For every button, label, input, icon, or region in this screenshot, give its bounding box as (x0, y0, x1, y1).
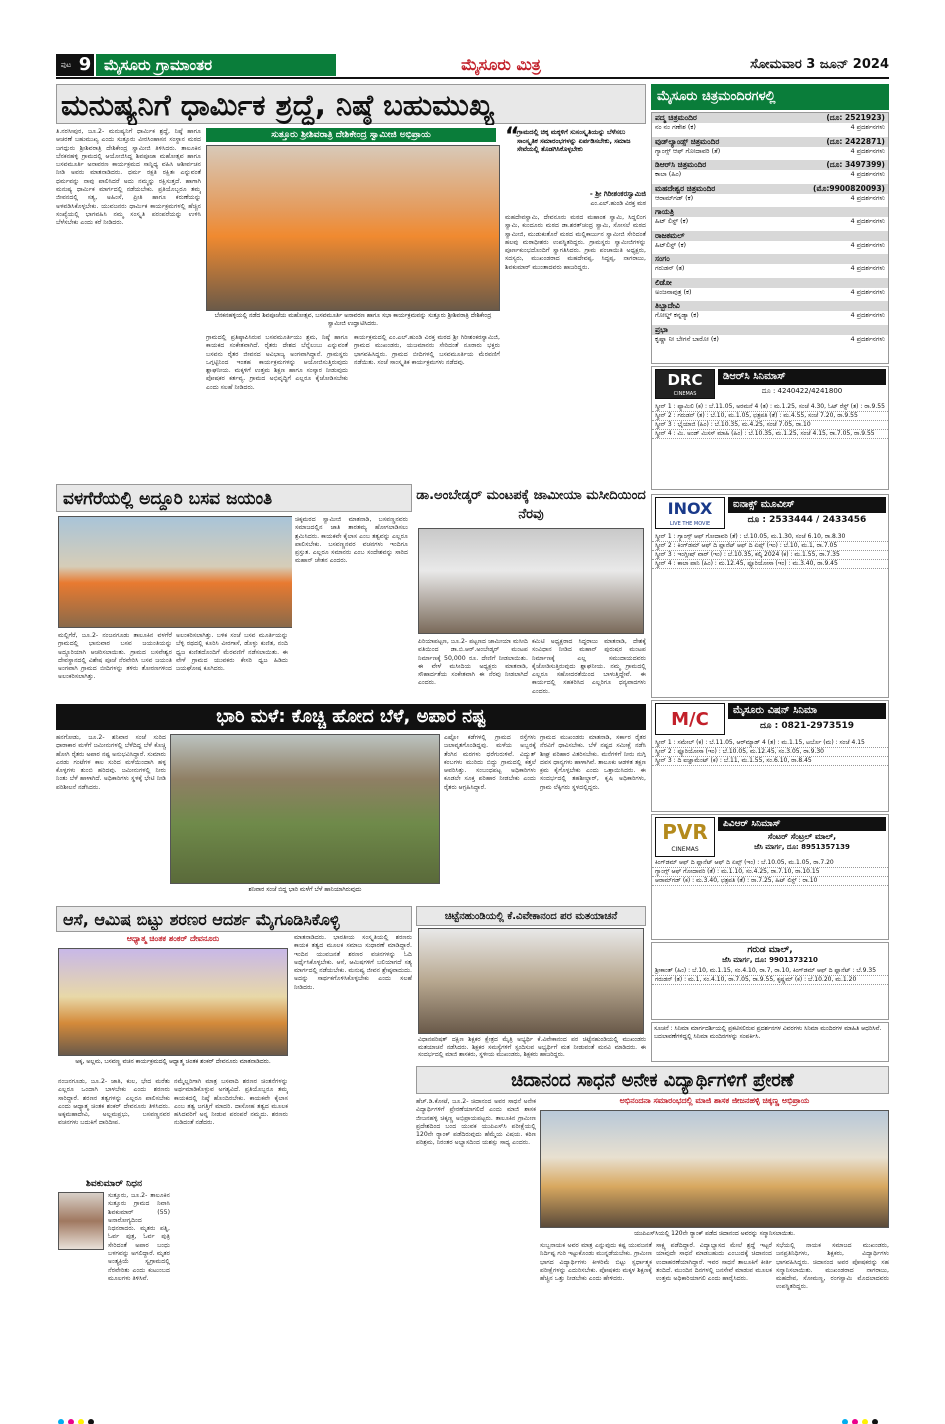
masthead-rule (56, 77, 889, 79)
hall-spacer (652, 343, 888, 348)
hall-name-text: ರಾಜಕಮಲ್ (655, 230, 685, 240)
inox-logo-sub: LIVE THE MOVIE (669, 521, 711, 527)
movie-title: ಗೋಲ್ಡ್ ಕನ್ನಡ್ಯಾ (ಕ) (655, 311, 699, 319)
page-number: 9 (76, 54, 94, 76)
obituary-title: ಶಿವಕುಮಾರ್ ನಿಧನ (86, 1179, 142, 1189)
pvr-block (651, 814, 889, 940)
rain-photo-caption: ಶನಿವಾರ ಸಂಜೆ ಬಿದ್ದ ಭಾರಿ ಮಳೆಗೆ ಬೆಳೆ ಹಾನಿಯಾಗಿರುವುದು (248, 886, 362, 893)
pvr-logo-sub: CINEMAS (671, 846, 699, 853)
showtime-row: ಶ್ರೀಕಾಂತ್ (ಹಿಂ) : ಬೆ.10, ಮ.1.15, ಸಂ.4.10, ರಾ.7, ರಾ.10, ಕಿಂಗ್‌ಡಮ್ ಆಫ್ ದಿ ಪ್ಲಾನೆಟ್ : ಬೆ.9.35 (652, 967, 888, 976)
pvr-logo-text: PVR (662, 820, 708, 844)
vivekananda-photo (418, 928, 644, 1034)
movie-title: ಆರಾಮ್‌ಗಡ್ (ಕ) (655, 193, 694, 202)
show-count: 4 ಪ್ರದರ್ಶನಗಳು (850, 123, 885, 131)
drc-logo-text: DRC (667, 371, 703, 389)
page-label: ಪುಟ (56, 54, 76, 76)
lead-col-1: ತಿ.ನರಸೀಪುರ, ಜೂ.2- ಮನುಷ್ಯನಿಗೆ ಧಾರ್ಮಿಕ ಶ್ರದ್ಧೆ, ನಿಷ್ಠೆ ಹಾಗೂ ಆಚರಣೆ ಬಹುಮುಖ್ಯ ಎಂದು ಸುತ್ತೂರು ವೀರಸಿಂಹಾಸನ ಸಂಸ್ಥಾನ ಮಠದ ಜಗದ್ಗುರು ಶ್ರೀಶಿವರಾತ್ರಿ ದೇಶಿಕೇಂದ್ರ ಸ್ವಾಮೀಜಿ ತಿಳಿಸಿದರು. ತಾಲೂಕಿನ ಬೆನಕನಹಳ್ಳಿ ಗ್ರಾಮದಲ್ಲಿ ಆಯೋಜಿಸಿದ್ದ ಶಿವಪೂಜಾ ಮಹೋತ್ಸವ ಹಾಗೂ ಬಸವಮೂರ್ತಿ ಅನಾವರಣ ಕಾರ್ಯಕ್ರಮದ ಸಾನ್ನಿಧ್ಯ ವಹಿಸಿ ಆಶೀರ್ವಚನ ನೀಡಿ ಅವರು ಮಾತನಾಡಿದರು. ಧರ್ಮ ರಕ್ಷತಿ ರಕ್ಷಿತಃ ಎನ್ನುವಂತೆ ಧರ್ಮವನ್ನು ನಾವು ಪಾಲಿಸಿದರೆ ಅದು ನಮ್ಮನ್ನು ರಕ್ಷಿಸುತ್ತದೆ. ಹಾಗಾಗಿ ಮನುಷ್ಯ ಧಾರ್ಮಿಕ ಮಾರ್ಗದಲ್ಲಿ ನಡೆಯಬೇಕು. ಪ್ರತಿಯೊಬ್ಬರೂ ತಮ್ಮ ಜೀವನದಲ್ಲಿ ಸತ್ಯ, ಅಹಿಂಸೆ, ಪ್ರೀತಿ ಹಾಗೂ ಕರುಣೆಯನ್ನು ಅಳವಡಿಸಿಕೊಳ್ಳಬೇಕು. ಯುವಜನರು ಧಾರ್ಮಿಕ ಕಾರ್ಯಕ್ರಮಗಳಲ್ಲಿ ಹೆಚ್ಚಿನ ಸಂಖ್ಯೆಯಲ್ಲಿ ಭಾಗವಹಿಸಿ ನಮ್ಮ ಸಂಸ್ಕೃತಿ ಪರಂಪರೆಯನ್ನು ಉಳಿಸಿ ಬೆಳೆಸಬೇಕು ಎಂದು ಕರೆ ನೀಡಿದರು. (56, 128, 201, 227)
cinema-hall-list (651, 112, 889, 364)
pvr-shows (652, 859, 888, 886)
inox-title: ಐನಾಕ್ಸ್ ಮೂವೀಸ್ (728, 497, 886, 513)
showtime-row: ಸ್ಕ್ರೀನ್ 3 : ಇಂಗ್ಲೀಷ್ ವಾರ್ (ಇಂ) : ಬೆ.10.35, ಕಲ್ಕಿ 2024 (ಕ) : ಮ.1.55, ರಾ.7.35 (652, 551, 888, 560)
pvr-subtitle: ಸೆಂಟರ್ ಸೆಂಟ್ರಲ್ ಮಾಲ್, (767, 832, 837, 841)
cinema-hall-movie (652, 194, 888, 203)
chidananda-headline-box (416, 1066, 889, 1094)
drc-logo (655, 369, 715, 399)
rain-headline-box (56, 704, 646, 730)
quote-author: - ಶ್ರೀ ಗಿರೀಶಂಕರಸ್ವಾಮಿಜಿ (589, 190, 646, 198)
pvr-phone: ಜೆಸಿ ಮಾರ್ಗ, ದೂ: 8951357139 (754, 843, 850, 851)
drc-block (651, 366, 889, 490)
movie-title: ಅಂಜನಾಪುತ್ರ (ಕ) (655, 287, 692, 296)
quote-mark: “ (505, 124, 520, 149)
registration-marks-left (56, 1410, 96, 1424)
section-name: ಮೈಸೂರು ಗ್ರಾಮಾಂತರ (96, 54, 336, 76)
movie-title: ಗರುಡನ್ (ತ) (655, 264, 685, 272)
lead-kicker: ಸುತ್ತೂರು ಶ್ರೀಶಿವರಾತ್ರಿ ದೇಶಿಕೇಂದ್ರ ಸ್ವಾಮೀಜಿ ಅಭಿಪ್ರಾಯ (206, 128, 496, 142)
ambedkar-col-1: ಪಿರಿಯಾಪಟ್ಟಣ, ಜೂ.2- ಪಟ್ಟಣದ ಜಾಮೀಯಾ ಮಸೀದಿ ವತಿಯಿಂದ ಡಾ.ಬಿ.ಆರ್.ಅಂಬೇಡ್ಕರ್ ಮಂಟಪ ನಿರ್ಮಾಣಕ್ಕೆ 50,000 ರೂ. ದೇಣಿಗೆ ನೀಡಲಾಯಿತು. ಈ ವೇಳೆ ಮಸೀದಿಯ ಅಧ್ಯಕ್ಷರು ಮಾತನಾಡಿ, ಸೌಹಾರ್ದತೆಯ ಸಂಕೇತವಾಗಿ ಈ ನೆರವು ನೀಡಲಾಗಿದೆ ಎಂದರು. (418, 638, 528, 687)
cinema-hall-movie (652, 311, 888, 320)
basava-col-1: ಮಲ್ಲಿಗೆರೆ, ಜೂ.2- ನಂಜನಗೂಡು ತಾಲೂಕಿನ ವಳಗೆರೆ ಗ್ರಾಮದಲ್ಲಿ ಭಾನುವಾರ ಬಸವ ಜಯಂತಿಯನ್ನು ಅದ್ದೂರಿಯಾಗಿ ಆಚರಿಸಲಾಯಿತು. ಗ್ರಾಮದ ಬಸವೇಶ್ವರ ದೇವಸ್ಥಾನದಲ್ಲಿ ವಿಶೇಷ ಪೂಜೆ ನೆರವೇರಿಸಿ ಬಸವ ಜಯಂತಿ ಅಂಗವಾಗಿ ಗ್ರಾಮದ ಬೀದಿಗಳನ್ನು ತಳಿರು ತೋರಣಗಳಿಂದ ಅಲಂಕರಿಸಲಾಗಿತ್ತು. (58, 632, 172, 681)
inox-shows (652, 533, 888, 569)
lead-headline: ಮನುಷ್ಯನಿಗೆ ಧಾರ್ಮಿಕ ಶ್ರದ್ಧೆ, ನಿಷ್ಠೆ ಬಹುಮುಖ್ಯ (61, 88, 495, 122)
hall-name-text: ಡಿಆರ್‌ಸಿ ಚಿತ್ರಮಂದಿರ (655, 160, 707, 169)
sharana-col-2: ನಮ್ಮೆಲ್ಲರಿಗಾಗಿ ಮಾತ್ರ ಬಸವಾದಿ ಶರಣರ ಚಿಂತನೆಗಳನ್ನು ಅರ್ಥಮಾಡಿಕೊಳ್ಳುವ ಅಗತ್ಯವಿದೆ. ಪ್ರತಿಯೊಬ್ಬರೂ ತಮ್ಮ ಕಾಯಕದಲ್ಲಿ ನಿಷ್ಠೆ ಹೊಂದಿರಬೇಕು. ಕಾಯಕವೇ ಕೈಲಾಸ ಎಂಬ ತತ್ವ ಜಗತ್ತಿಗೆ ಮಾದರಿ. ದಾಸೋಹ ತತ್ವದ ಮೂಲಕ ಹಸಿದವರಿಗೆ ಅನ್ನ ನೀಡುವ ಪರಂಪರೆ ನಮ್ಮದು. ಶರಣರು ನುಡಿದಂತೆ ನಡೆದರು. (174, 1078, 288, 1127)
sharana-photo-caption: ಅಕ್ಕ, ಅಲ್ಲಮ, ಬಸವಣ್ಣ ವಚನ ಕಾರ್ಯಕ್ರಮದಲ್ಲಿ ಆಧ್ಯಾತ್ಮ ಚಿಂತಕ ಶಂಕರ್ ದೇವನೂರು ಮಾತನಾಡಿದರು. (75, 1058, 271, 1065)
registration-marks-right (840, 1410, 880, 1424)
chidananda-col-4: ಸಭೆಯಲ್ಲಿ ನಾಯಕ ಸಮಾಜದ ಮುಖಂಡರು, ಜನಪ್ರತಿನಿಧಿಗಳು, ಶಿಕ್ಷಕರು, ವಿದ್ಯಾರ್ಥಿಗಳು ಭಾಗವಹಿಸಿದ್ದರು. ಚಿದಾನಂದ ಅವರ ಪೋಷಕರನ್ನು ಸಹ ಸನ್ಮಾನಿಸಲಾಯಿತು. ಮುಖಂಡರಾದ ನಾಗರಾಜು, ಮಹದೇವ, ಸೋಮಣ್ಣ, ರಂಗಸ್ವಾಮಿ ಮೊದಲಾದವರು ಉಪಸ್ಥಿತರಿದ್ದರು. (776, 1242, 889, 1291)
showtime-row: ಸ್ಕ್ರೀನ್ 2 : ಕಿಂಗ್‌ಡಮ್ ಆಫ್ ದಿ ಪ್ಲಾನೆಟ್ ಆಫ್ ದಿ ಏಪ್ಸ್ (ಇಂ) : ಬೆ.10, ಮ.1, ರಾ.7.05 (652, 542, 888, 551)
movie-title: ನಂ ನಂ ಗಣೇಶ (ಕ) (655, 123, 696, 131)
hall-name-text: ಮಹದೇಶ್ವರ ಚಿತ್ರಮಂದಿರ (655, 183, 716, 193)
show-count: 4 ಪ್ರದರ್ಶನಗಳು (850, 287, 885, 296)
showtime-row: ಗ್ಯಾಂಗ್ಸ್ ಆಫ್ ಗೋದಾವರಿ (ತೆ) : ಮ.1.10, ಸಂ.4.25, ರಾ.7.10, ರಾ.10.15 (652, 868, 888, 877)
rain-col-1: ಹನಗೋಡು, ಜೂ.2- ಶನಿವಾರ ಸಂಜೆ ಸುರಿದ ಧಾರಾಕಾರ ಮಳೆಗೆ ಜಮೀನುಗಳಲ್ಲಿ ಬೆಳೆದಿದ್ದ ಬೆಳೆ ಕೊಚ್ಚಿ ಹೋಗಿ ರೈತರು ಅಪಾರ ನಷ್ಟ ಅನುಭವಿಸಿದ್ದಾರೆ. ಸುಮಾರು ಎರಡು ಗಂಟೆಗಳ ಕಾಲ ಸುರಿದ ಮಳೆಯಿಂದಾಗಿ ಹಳ್ಳ ಕೊಳ್ಳಗಳು ತುಂಬಿ ಹರಿದವು. ಜಮೀನುಗಳಲ್ಲಿ ನೀರು ನಿಂತು ಬೆಳೆ ಹಾಳಾಗಿದೆ. ಅಧಿಕಾರಿಗಳು ಸ್ಥಳಕ್ಕೆ ಭೇಟಿ ನೀಡಿ ಪರಿಶೀಲನೆ ನಡೆಸಿದರು. (56, 734, 166, 791)
showtime-row: ಸ್ಕ್ರೀನ್ 1 : ಸಮೇಲ್ (ಕ) : ಬೆ.11.05, ಆರ್‌ಮ್ಯಾಡ್ 4 (ತ) : ಮ.1.15, ಟರ್ಬೊ (ಮ) : ಸಂಜೆ 4.15 (652, 739, 888, 748)
lead-quote: ಗ್ರಾಮದಲ್ಲಿ ಚಿಕ್ಕ ಮಕ್ಕಳಿಗೆ ಸುಸಂಸ್ಕೃತಿಯನ್ನು ಬೆಳೆಸಲು ಸಾಂಸ್ಕೃತಿಕ ಸಮಾರಂಭಗಳನ್ನು ಏರ್ಪಡಿಸಬೇಕು, ಸಮಾಜ ಸೇವೆಯಲ್ಲಿ ತೊಡಗಿಸಿಕೊಳ್ಳಬೇಕು (517, 128, 631, 153)
cinema-note: ಸೂಚನೆ : ಸಿನಿಮಾ ಮಾರ್ಗದರ್ಶಿಯಲ್ಲಿ ಪ್ರಕಟಿಸಲಿರುವ ಪ್ರದರ್ಶನಗಳ ವಿವರಗಳು ಸಿನಿಮಾ ಮಂದಿರಗಳ ಮಾಹಿತಿ ಆಧರಿಸಿವೆ. ಬದಲಾವಣೆಗಳಿದ್ದಲ್ಲಿ ಸಿನಿಮಾ ಮಂದಿರಗಳನ್ನು ಸಂಪರ್ಕಿಸಿ. (651, 1022, 889, 1062)
chidananda-col-1: ಹೆಚ್.ಡಿ.ಕೋಟೆ, ಜೂ.2- ಚಿದಾನಂದ ಅವರ ಸಾಧನೆ ಅನೇಕ ವಿದ್ಯಾರ್ಥಿಗಳಿಗೆ ಪ್ರೇರಣೆಯಾಗಲಿದೆ ಎಂದು ಮಾಜಿ ಶಾಸಕ ಜೀಜನಹಳ್ಳಿ ಚಿಕ್ಕಣ್ಣ ಅಭಿಪ್ರಾಯಪಟ್ಟರು. ತಾಲೂಕಿನ ಗ್ರಾಮೀಣ ಪ್ರದೇಶದಿಂದ ಬಂದ ಯುವಕ ಯುಪಿಎಸ್‌ಸಿ ಪರೀಕ್ಷೆಯಲ್ಲಿ 120ನೇ ರ್‍ಯಾಂಕ್ ಪಡೆದಿರುವುದು ಹೆಮ್ಮೆಯ ವಿಷಯ. ಕಠಿಣ ಪರಿಶ್ರಮ, ನಿರಂತರ ಅಭ್ಯಾಸದಿಂದ ಯಶಸ್ಸು ಸಾಧ್ಯ ಎಂದರು. (416, 1098, 536, 1147)
pvr-logo (655, 817, 715, 857)
chidananda-kicker: ಅಭಿನಂದನಾ ಸಮಾರಂಭದಲ್ಲಿ ಮಾಜಿ ಶಾಸಕ ಜೀಜನಹಳ್ಳಿ ಚಿಕ್ಕಣ್ಣ ಅಭಿಪ್ರಾಯ (619, 1096, 810, 1105)
show-count: 4 ಪ್ರದರ್ಶನಗಳು (850, 311, 885, 319)
movie-title: ಗ್ಯಾಂಗ್ಸ್ ಆಫ್ ಗೋದಾವರಿ (ತೆ) (655, 146, 721, 155)
hall-name-text: ಸಂಗಂ (655, 254, 670, 263)
inox-block (651, 494, 889, 698)
showtime-row: ಸ್ಕ್ರೀನ್ 2 : ಗರುಡನ್ (ತ) : ಬೆ.10, ಮ.1.05, ಛತ್ರಪತಿ (ತೆ) : ಮ.4.55, ಸಂಜೆ 7.20, ರಾ.9.55 (652, 412, 888, 421)
chidananda-photo (540, 1110, 889, 1228)
show-count: 4 ಪ್ರದರ್ಶನಗಳು (850, 217, 885, 225)
chidananda-col-2: ಸುಬ್ಬನಾಯಕ ಅವರ ಮಾತ್ರ ಎನ್ನುವುದು ಕಷ್ಟ ಯುವಜನತೆ ನಿರ್ದಿಷ್ಟ ಗುರಿ ಇಟ್ಟುಕೊಂಡು ಮುನ್ನಡೆಯಬೇಕು. ಗ್ರಾಮೀಣ ಭಾಗದ ವಿದ್ಯಾರ್ಥಿಗಳು ಕೀಳರಿಮೆ ಬಿಟ್ಟು ಸ್ಪರ್ಧಾತ್ಮಕ ಪರೀಕ್ಷೆಗಳನ್ನು ಎದುರಿಸಬೇಕು. ಪೋಷಕರು ಮಕ್ಕಳ ಶಿಕ್ಷಣಕ್ಕೆ ಹೆಚ್ಚಿನ ಒತ್ತು ನೀಡಬೇಕು ಎಂದು ಹೇಳಿದರು. (540, 1242, 652, 1283)
cinema-hall-movie (652, 335, 888, 344)
garuda-block (651, 942, 889, 1020)
cinema-hall-name (652, 231, 888, 241)
cinema-hall-name (652, 137, 888, 147)
lead-col-2: ಗ್ರಾಮದಲ್ಲಿ ಪ್ರತಿಷ್ಠಾಪಿಸಿರುವ ಬಸವಮೂರ್ತಿಯು ಶ್ರಮ, ನಿಷ್ಠೆ ಹಾಗೂ ಕಾಯಕದ ಸಂಕೇತವಾಗಿದೆ. ರೈತರು ದೇಶದ ಬೆನ್ನೆಲುಬು ಎನ್ನುವಂತೆ ಬಸವನು ರೈತರ ಜೀವನದ ಅವಿಭಾಜ್ಯ ಅಂಗವಾಗಿದ್ದಾನೆ. ಗ್ರಾಮಸ್ಥರು ಒಗ್ಗಟ್ಟಿನಿಂದ ಇಂತಹ ಕಾರ್ಯಕ್ರಮಗಳನ್ನು ಆಯೋಜಿಸುತ್ತಿರುವುದು ಶ್ಲಾಘನೀಯ. ಮಕ್ಕಳಿಗೆ ಉತ್ತಮ ಶಿಕ್ಷಣ ಹಾಗೂ ಸಂಸ್ಕಾರ ನೀಡುವುದು ಪೋಷಕರ ಕರ್ತವ್ಯ. ಗ್ರಾಮದ ಅಭಿವೃದ್ಧಿಗೆ ಎಲ್ಲರೂ ಕೈಜೋಡಿಸಬೇಕು ಎಂದು ಸಲಹೆ ನೀಡಿದರು. (206, 334, 348, 391)
basava-col-2: ಅಲಂಕರಿಸಲಾಗಿತ್ತು. ಬಳಿಕ ಸಂಜೆ ಬಸವ ಮೂರ್ತಿಯನ್ನು ಬೆಳ್ಳಿ ರಥದಲ್ಲಿ ಕೂರಿಸಿ ವೀರಗಾಸೆ, ಡೊಳ್ಳು ಕುಣಿತ, ನಂದಿ ಧ್ವಜ ಕುಣಿತದೊಂದಿಗೆ ಮೆರವಣಿಗೆ ನಡೆಸಲಾಯಿತು. ಈ ವೇಳೆ ಗ್ರಾಮದ ಯುವಕರು ಕೇಸರಿ ಧ್ವಜ ಹಿಡಿದು ಜಯಘೋಷ ಕೂಗಿದರು. (176, 632, 288, 673)
hall-name-text: ಗಾಯತ್ರಿ (655, 207, 675, 216)
inox-logo (655, 497, 725, 529)
ambedkar-headline: ಡಾ.ಅಂಬೇಡ್ಕರ್ ಮಂಟಪಕ್ಕೆ ಜಾಮೀಯಾ ಮಸೀದಿಯಿಂದ ನೆರವು (416, 488, 646, 522)
garuda-phone: ಜೆಸಿ ಮಾರ್ಗ, ದೂ: 9901373210 (722, 956, 818, 964)
cinema-hall-name (652, 160, 888, 170)
showtime-row: ಆರಾಮ್‌ಗಡ್ (ಕ) : ಮ.3.40, ಛತ್ರಪತಿ (ತೆ) : ರಾ.7.25, ಹಿಟ್ ಲಿಸ್ಟ್ : ರಾ.10 (652, 877, 888, 886)
hall-name-text: ತಿಬ್ಬಾದೇವಿ (655, 301, 680, 310)
date: ಸೋಮವಾರ 3 ಜೂನ್ 2024 (750, 57, 889, 72)
show-count: 4 ಪ್ರದರ್ಶನಗಳು (850, 240, 885, 249)
sharana-headline: ಆಸೆ, ಆಮಿಷ ಬಿಟ್ಟು ಶರಣರ ಆದರ್ಶ ಮೈಗೂಡಿಸಿಕೊಳ್ಳಿ (63, 910, 340, 929)
vivekananda-headline-box (416, 906, 646, 926)
lead-photo (206, 145, 500, 311)
ambedkar-headline-box (416, 486, 646, 526)
chidananda-headline: ಚಿದಾನಂದ ಸಾಧನೆ ಅನೇಕ ವಿದ್ಯಾರ್ಥಿಗಳಿಗೆ ಪ್ರೇರಣೆ (511, 1070, 794, 1091)
hall-name-text: ಪ್ರಭಾ (655, 324, 668, 334)
mvc-title: ಮೈಸೂರು ವಿಷನ್ ಸಿನಿಮಾ (728, 703, 886, 719)
rain-col-3: ಎಷ್ಟೋ ಕಡೆಗಳಲ್ಲಿ ಗ್ರಾಮದ ರಸ್ತೆಗಳು ಜಲಾವೃತಗೊಂಡಿದ್ದವು. ಮಳೆಯ ಅಬ್ಬರಕ್ಕೆ ತೆಂಗಿನ ಮರಗಳು ಧರೆಗುರುಳಿವೆ. ವಿದ್ಯುತ್ ಕಂಬಗಳು ಮುರಿದು ಬಿದ್ದು ಗ್ರಾಮದಲ್ಲಿ ಕತ್ತಲೆ ಆವರಿಸಿತ್ತು. ಸಂಬಂಧಪಟ್ಟ ಅಧಿಕಾರಿಗಳು ಕೂಡಲೇ ಸೂಕ್ತ ಪರಿಹಾರ ನೀಡಬೇಕು ಎಂದು ರೈತರು ಆಗ್ರಹಿಸಿದ್ದಾರೆ. (444, 734, 536, 791)
movie-title: ಕೃಷ್ಣಾ ನೀ ಬೇಗನೆ ಬಾರೋ (ಕ) (655, 334, 719, 343)
lead-quote-box (505, 124, 646, 210)
lead-col-3: ಕಾರ್ಯಕ್ರಮದಲ್ಲಿ ಎಂ.ಎಲ್.ಹುಂಡಿ ವಿರಕ್ತ ಮಠದ ಶ್ರೀ ಗಿರೀಶಂಕರಸ್ವಾಮಿಜಿ, ಗ್ರಾಮದ ಮುಖಂಡರು, ಯಜಮಾನರು ಸೇರಿದಂತೆ ನೂರಾರು ಭಕ್ತರು ಭಾಗವಹಿಸಿದ್ದರು. ಗ್ರಾಮದ ಬೀದಿಗಳಲ್ಲಿ ಬಸವಮೂರ್ತಿಯ ಮೆರವಣಿಗೆ ನಡೆಯಿತು. ಸಂಜೆ ಸಾಂಸ್ಕೃತಿಕ ಕಾರ್ಯಕ್ರಮಗಳು ನಡೆದವು. (354, 334, 500, 366)
ambedkar-photo (418, 528, 644, 634)
show-count: 4 ಪ್ರದರ್ಶನಗಳು (850, 170, 885, 178)
vivekananda-text: ವಿಧಾನಪರಿಷತ್ ದಕ್ಷಿಣ ಶಿಕ್ಷಕರ ಕ್ಷೇತ್ರದ ಮೈತ್ರಿ ಅಭ್ಯರ್ಥಿ ಕೆ.ವಿವೇಕಾನಂದ ಪರ ಚಿಟ್ಟೆನಹುಂಡಿಯಲ್ಲಿ ಮುಖಂಡರು ಮತಯಾಚನೆ ನಡೆಸಿದರು. ಶಿಕ್ಷಕರ ಸಮಸ್ಯೆಗಳಿಗೆ ಸ್ಪಂದಿಸುವ ಅಭ್ಯರ್ಥಿಗೆ ಮತ ನೀಡುವಂತೆ ಮನವಿ ಮಾಡಿದರು. ಈ ಸಂದರ್ಭದಲ್ಲಿ ಮಾಜಿ ಶಾಸಕರು, ಸ್ಥಳೀಯ ಮುಖಂಡರು, ಶಿಕ್ಷಕರು ಹಾಜರಿದ್ದರು. (418, 1036, 646, 1058)
hall-name-text: ಲಿಡೋ (655, 277, 672, 287)
lead-headline-box (56, 84, 646, 124)
cinema-hall-movie (652, 241, 888, 250)
sharana-col-3: ಮಾತನಾಡಿದರು. ಭಾರತೀಯ ಸಂಸ್ಕೃತಿಯಲ್ಲಿ ಶರಣರು ಕಾಯಕ ತತ್ವದ ಮೂಲಕ ಸಮಾಜ ಸುಧಾರಣೆ ಮಾಡಿದ್ದಾರೆ. ಇಂದಿನ ಯುವಜನತೆ ಶರಣರ ವಚನಗಳನ್ನು ಓದಿ ಅರ್ಥೈಸಿಕೊಳ್ಳಬೇಕು. ಆಸೆ, ಆಮಿಷಗಳಿಗೆ ಬಲಿಯಾಗದೆ ಸತ್ಯ ಮಾರ್ಗದಲ್ಲಿ ನಡೆಯಬೇಕು. ಮನುಷ್ಯ ಜೀವನ ಶ್ರೇಷ್ಠವಾದುದು. ಅದನ್ನು ಸಾರ್ಥಕಗೊಳಿಸಿಕೊಳ್ಳಬೇಕು ಎಂದು ಸಲಹೆ ನೀಡಿದರು. (294, 934, 412, 991)
mvc-block (651, 700, 889, 812)
mvc-shows (652, 739, 888, 766)
showtime-row: ಸ್ಕ್ರೀನ್ 3 : ದಿ ಐಜ್ಞಾಮೆಂಟ್ (ಕ) : ಬೆ.11, ಮ.1.55, ಸಂ.6.10, ರಾ.8.45 (652, 757, 888, 766)
lead-col-4: ಮಹದೇವಸ್ವಾಮಿ, ದೇವನೂರು ಮಠದ ಮಹಾಂತ ಸ್ವಾಮಿ, ಸಿದ್ದಲಿಂಗ ಸ್ವಾಮಿ, ಕುಂದೂರು ಮಠದ ಡಾ.ಶರತ್‌ಚಂದ್ರ ಸ್ವಾಮಿ, ಸೋಸಲೆ ಮಠದ ಸ್ವಾಮೀಜಿ, ಮುಡುಕುತೊರೆ ಮಠದ ಮಲ್ಲಿಕಾರ್ಜುನ ಸ್ವಾಮೀಜಿ ಸೇರಿದಂತೆ ಹಲವು ಮಠಾಧೀಶರು ಉಪಸ್ಥಿತರಿದ್ದರು. ಗ್ರಾಮಸ್ಥರು ಸ್ವಾಮೀಜಿಗಳನ್ನು ಪೂರ್ಣಕುಂಭದೊಂದಿಗೆ ಸ್ವಾಗತಿಸಿದರು. ಗ್ರಾಮ ಪಂಚಾಯಿತಿ ಅಧ್ಯಕ್ಷರು, ಸದಸ್ಯರು, ಮುಖಂಡರಾದ ಮಹದೇವಪ್ಪ, ಸಿದ್ದಪ್ಪ, ನಾಗರಾಜು, ಶಿವಕುಮಾರ್ ಮುಂತಾದವರು ಹಾಜರಿದ್ದರು. (505, 214, 646, 271)
chidananda-col-3: ಸಾಕ್ಷ್ಯ ಪಡೆದಿದ್ದಾರೆ. ವಿದ್ಯಾಭ್ಯಾಸದ ಮೇಲೆ ಶ್ರದ್ಧೆ ಇಟ್ಟರೆ ಯಾವುದೇ ಸಾಧನೆ ಮಾಡಬಹುದು ಎಂಬುದಕ್ಕೆ ಚಿದಾನಂದ ಉದಾಹರಣೆಯಾಗಿದ್ದಾರೆ. ಇವರ ಸಾಧನೆ ತಾಲೂಕಿಗೆ ಕೀರ್ತಿ ತಂದಿದೆ. ಮುಂದಿನ ದಿನಗಳಲ್ಲಿ ಜನಸೇವೆ ಮಾಡುವ ಮೂಲಕ ಉತ್ತಮ ಅಧಿಕಾರಿಯಾಗಲಿ ಎಂದು ಹಾರೈಸಿದರು. (656, 1242, 772, 1283)
cinema-hall-name (652, 254, 888, 264)
cinema-hall-movie (652, 147, 888, 156)
drc-shows (652, 403, 888, 439)
showtime-row: ಸ್ಕ್ರೀನ್ 1 : ಫ್ಯಾಮಿಲಿ (ಕ) : ಬೆ.11.05, ಅರಮನೆ 4 (ತ) : ಮ.1.25, ಸಂಜೆ 4.30, ಓಟ್ ರೆಸ್ಟ್ (ತ) : ರಾ.9.55 (652, 403, 888, 412)
cinema-hall-name (652, 301, 888, 311)
hall-phone: (ಮೊ:9900820093) (813, 183, 885, 193)
ambedkar-col-2: ಕಮಿಟಿ ಅಧ್ಯಕ್ಷರಾದ ಸಿದ್ದರಾಜು ಮಾತನಾಡಿ, ದೇಶಕ್ಕೆ ಸಂವಿಧಾನ ನೀಡಿದ ಮಹಾನ್ ಪುರುಷರ ಮಂಟಪ ನಿರ್ಮಾಣಕ್ಕೆ ಎಲ್ಲ ಸಮುದಾಯದವರು ಕೈಜೋಡಿಸುತ್ತಿರುವುದು ಶ್ಲಾಘನೀಯ. ನಮ್ಮ ಗ್ರಾಮದಲ್ಲಿ ಎಲ್ಲರೂ ಸಹೋದರತೆಯಿಂದ ಬಾಳುತ್ತಿದ್ದೇವೆ. ಈ ಕಾರ್ಯದಲ್ಲಿ ಸಹಕರಿಸಿದ ಎಲ್ಲರಿಗೂ ಧನ್ಯವಾದಗಳು ಎಂದರು. (532, 638, 646, 695)
sharana-kicker: ಆಧ್ಯಾತ್ಮ ಚಿಂತಕ ಶಂಕರ್ ದೇವನೂರು (126, 934, 220, 943)
showtime-row: ಸ್ಕ್ರೀನ್ 2 : ಫ್ಯೂರಿಯೋಸಾ (ಇಂ) : ಬೆ.10.05, ಮ.12.45, ಸಂ.3.05, ರಾ.9.30 (652, 748, 888, 757)
cinema-hall-name (652, 278, 888, 288)
show-count: 4 ಪ್ರದರ್ಶನಗಳು (850, 264, 885, 272)
obituary-text: ಸುತ್ತೂರು, ಜೂ.2- ತಾಲೂಕಿನ ಸುತ್ತೂರು ಗ್ರಾಮದ ನಿವಾಸಿ ಶಿವಕುಮಾರ್ (55) ಅನಾರೋಗ್ಯದಿಂದ ನಿಧನರಾದರು. ಮೃತರು ಪತ್ನಿ, ಓರ್ವ ಪುತ್ರ, ಓರ್ವ ಪುತ್ರಿ ಸೇರಿದಂತೆ ಅಪಾರ ಬಂಧು ಬಳಗವನ್ನು ಅಗಲಿದ್ದಾರೆ. ಮೃತರ ಅಂತ್ಯಕ್ರಿಯೆ ಸ್ವಗ್ರಾಮದಲ್ಲಿ ನೆರವೇರಿತು ಎಂದು ಕುಟುಂಬದ ಮೂಲಗಳು ತಿಳಿಸಿವೆ. (108, 1192, 170, 1282)
drc-title: ಡಿಆರ್‌ಸಿ ಸಿನಿಮಾಸ್ (718, 369, 886, 385)
cinema-hall-name (652, 184, 888, 194)
basava-headline-box (56, 484, 412, 512)
hall-phone: (ದೂ: 2521923) (826, 113, 885, 122)
movie-title: ಹಿಟ್ ಲಿಸ್ಟ್ (ಕ) (655, 217, 689, 225)
hall-name-text: ಪದ್ಮ ಚಿತ್ರಮಂದಿರ (655, 113, 697, 122)
rain-col-4: ಗ್ರಾಮದ ಮುಖಂಡರು ಮಾತನಾಡಿ, ಸರ್ಕಾರ ರೈತರ ನೆರವಿಗೆ ಧಾವಿಸಬೇಕು. ಬೆಳೆ ನಷ್ಟದ ಸಮೀಕ್ಷೆ ನಡೆಸಿ ಶೀಘ್ರ ಪರಿಹಾರ ವಿತರಿಸಬೇಕು. ಮನೆಗಳಿಗೆ ನೀರು ನುಗ್ಗಿ ದವಸ ಧಾನ್ಯಗಳು ಹಾಳಾಗಿವೆ. ತಾಲೂಕು ಆಡಳಿತ ತಕ್ಷಣ ಕ್ರಮ ಕೈಗೊಳ್ಳಬೇಕು ಎಂದು ಒತ್ತಾಯಿಸಿದರು. ಈ ಸಂದರ್ಭದಲ್ಲಿ ತಹಶೀಲ್ದಾರ್, ಕೃಷಿ ಅಧಿಕಾರಿಗಳು, ಗ್ರಾಮ ಲೆಕ್ಕಿಗರು ಸ್ಥಳದಲ್ಲಿದ್ದರು. (540, 734, 646, 791)
cinema-hall-movie (652, 123, 888, 132)
inox-phone: ದೂ : 2533444 / 2433456 (747, 515, 867, 525)
showtime-row: ಗರುಡನ್ (ತ) : ಮ.1, ಸಂ.4.10, ರಾ.7.05, ರಾ.9.55, ಕೃಷ್ಣಮ್ (ಕ) : ಬೆ.10.20, ಮ.1.20 (652, 976, 888, 985)
showtime-row: ಸ್ಕ್ರೀನ್ 4 : ಕಾಲಾ ಪಾನಿ (ಹಿಂ) : ಮ.12.45, ಫ್ಯೂರಿಯೋಸಾ (ಇಂ) : ಮ.3.40, ರಾ.9.45 (652, 560, 888, 569)
showtime-row: ಸ್ಕ್ರೀನ್ 1 : ಗ್ಯಾಂಗ್ಸ್ ಆಫ್ ಗೋದಾವರಿ (ತೆ) : ಬೆ.10.05, ಮ.1.30, ಸಂಜೆ 6.10, ರಾ.8.30 (652, 533, 888, 542)
cinema-hall-name (652, 325, 888, 335)
movie-title: ಹಿಟ್‌ಲಿಸ್ಟ್ (ಕ) (655, 240, 687, 249)
chidananda-photo-caption: ಯುಪಿಎಸ್‌ಸಿಯಲ್ಲಿ 120ನೇ ರ್‍ಯಾಂಕ್ ಪಡೆದ ಚಿದಾನಂದ ಅವರನ್ನು ಸನ್ಮಾನಿಸಲಾಯಿತು. (633, 1230, 796, 1237)
showtime-row: ಕಿಂಗ್‌ಡಮ್ ಆಫ್ ದಿ ಪ್ಲಾನೆಟ್ ಆಫ್ ದಿ ಏಪ್ಸ್ (ಇಂ) : ಬೆ.10.05, ಮ.1.05, ರಾ.7.20 (652, 859, 888, 868)
vivekananda-headline: ಚಿಟ್ಟೆನಹುಂಡಿಯಲ್ಲಿ ಕೆ.ವಿವೇಕಾನಂದ ಪರ ಮತಯಾಚನೆ (444, 911, 618, 922)
drc-phone: ದೂ : 4240422/4241800 (761, 387, 843, 395)
sharana-photo (58, 948, 288, 1056)
paper-name: ಮೈಸೂರು ಮಿತ್ರ (461, 55, 541, 74)
cinema-hall-movie (652, 217, 888, 226)
cinema-hall-name (652, 113, 888, 123)
obituary (58, 1178, 170, 1408)
showtime-row: ಸ್ಕ್ರೀನ್ 3 : ಭೈಯಾಜಿ (ಹಿಂ) : ಬೆ.10.35, ಮ.4.25, ಸಂಜೆ 7.05, ರಾ.10 (652, 421, 888, 430)
hall-name-text: ವುಡ್‌ಲ್ಯಾಂಡ್ಸ್ ಚಿತ್ರಮಂದಿರ (655, 136, 720, 146)
sharana-col-1: ನಂಜನಗೂಡು, ಜೂ.2- ಜಾತಿ, ಕುಲ, ಭೇದ ಮರೆತು ಎಲ್ಲರೂ ಒಂದಾಗಿ ಬಾಳಬೇಕು ಎಂದು ಶರಣರು ಸಾರಿದ್ದಾರೆ. ಶರಣರ ತತ್ವಗಳನ್ನು ಎಲ್ಲರೂ ಪಾಲಿಸಬೇಕು ಎಂದು ಆಧ್ಯಾತ್ಮ ಚಿಂತಕ ಶಂಕರ್ ದೇವನೂರು ತಿಳಿಸಿದರು. ಅಕ್ಕಮಹಾದೇವಿ, ಅಲ್ಲಮಪ್ರಭು, ಬಸವಣ್ಣನವರ ವಚನಗಳು ಬದುಕಿಗೆ ದಾರಿದೀಪ. (58, 1078, 170, 1127)
basava-headline: ವಳಗೆರೆಯಲ್ಲಿ ಅದ್ದೂರಿ ಬಸವ ಜಯಂತಿ (63, 489, 273, 509)
rain-photo (170, 734, 440, 884)
masthead (56, 52, 889, 78)
cinema-hall-movie (652, 264, 888, 273)
hall-phone: (ದೂ: 3497399) (826, 160, 885, 169)
showtime-row: ಸ್ಕ್ರೀನ್ 4 : ಮಿ. ಅಂಡ್ ಮಿಸಸ್ ಮಾಹಿ (ಹಿಂ) : ಬೆ.10.35, ಮ.1.25, ಸಂಜೆ 4.15, ರಾ.7.05, ರಾ.9.55 (652, 430, 888, 439)
hall-phone: (ದೂ: 2422871) (826, 136, 885, 146)
show-count: 4 ಪ್ರದರ್ಶನಗಳು (850, 193, 885, 202)
cinema-hall-movie (652, 288, 888, 297)
cinema-header: ಮೈಸೂರು ಚಿತ್ರಮಂದಿರಗಳಲ್ಲಿ (651, 84, 889, 110)
garuda-title: ಗರುಡ ಮಾಲ್, (747, 945, 793, 955)
mvc-logo: M/C (655, 703, 725, 735)
cinema-hall-name (652, 207, 888, 217)
garuda-shows (652, 967, 888, 985)
rain-headline: ಭಾರಿ ಮಳೆ: ಕೊಚ್ಚಿ ಹೋದ ಬೆಳೆ, ಅಪಾರ ನಷ್ಟ (216, 706, 486, 727)
inox-logo-text: INOX (667, 499, 713, 518)
mvc-phone: ದೂ : 0821-2973519 (759, 721, 855, 731)
quote-role: ಎಂ.ಎಲ್.ಹುಂಡಿ ವಿರಕ್ತ ಮಠ (590, 200, 646, 207)
cinema-hall-movie (652, 170, 888, 179)
basava-col-3: ಚಿಕ್ಕಮಠದ ಸ್ವಾಮೀಜಿ ಮಾತನಾಡಿ, ಬಸವಣ್ಣನವರು ಸಮಾಜದಲ್ಲಿನ ಜಾತಿ ತಾರತಮ್ಯ ಹೋಗಲಾಡಿಸಲು ಶ್ರಮಿಸಿದರು. ಕಾಯಕವೇ ಕೈಲಾಸ ಎಂಬ ತತ್ವವನ್ನು ಎಲ್ಲರೂ ಪಾಲಿಸಬೇಕು. ಬಸವಣ್ಣನವರ ವಚನಗಳು ಇಂದಿಗೂ ಪ್ರಸ್ತುತ. ಎಲ್ಲರೂ ಸಮಾನರು ಎಂಬ ಸಂದೇಶವನ್ನು ಸಾರಿದ ಮಹಾನ್ ಚೇತನ ಎಂದರು. (292, 516, 408, 702)
sharana-headline-box (56, 906, 412, 932)
lead-photo-caption: ಬೆನಕನಹಳ್ಳಿಯಲ್ಲಿ ನಡೆದ ಶಿವಪೂಜೆಯ ಮಹೋತ್ಸವ, ಬಸವಮೂರ್ತಿ ಅನಾವರಣ ಹಾಗೂ ಸಭಾ ಕಾರ್ಯಕ್ರಮವನ್ನು ಸುತ್ತೂರು ಶ್ರೀಶಿವರಾತ್ರಿ ದೇಶಿಕೇಂದ್ರ ಸ್ವಾಮೀಜಿ ಉದ್ಘಾಟಿಸಿದರು. (214, 312, 492, 327)
pvr-title: ಪಿವಿಆರ್ ಸಿನಿಮಾಸ್ (718, 817, 886, 831)
drc-logo-sub: CINEMAS (673, 391, 697, 397)
movie-title: ಕಾಲಾ (ಹಿಂ) (655, 170, 682, 178)
show-count: 4 ಪ್ರದರ್ಶನಗಳು (850, 146, 885, 155)
show-count: 4 ಪ್ರದರ್ಶನಗಳು (850, 334, 885, 343)
